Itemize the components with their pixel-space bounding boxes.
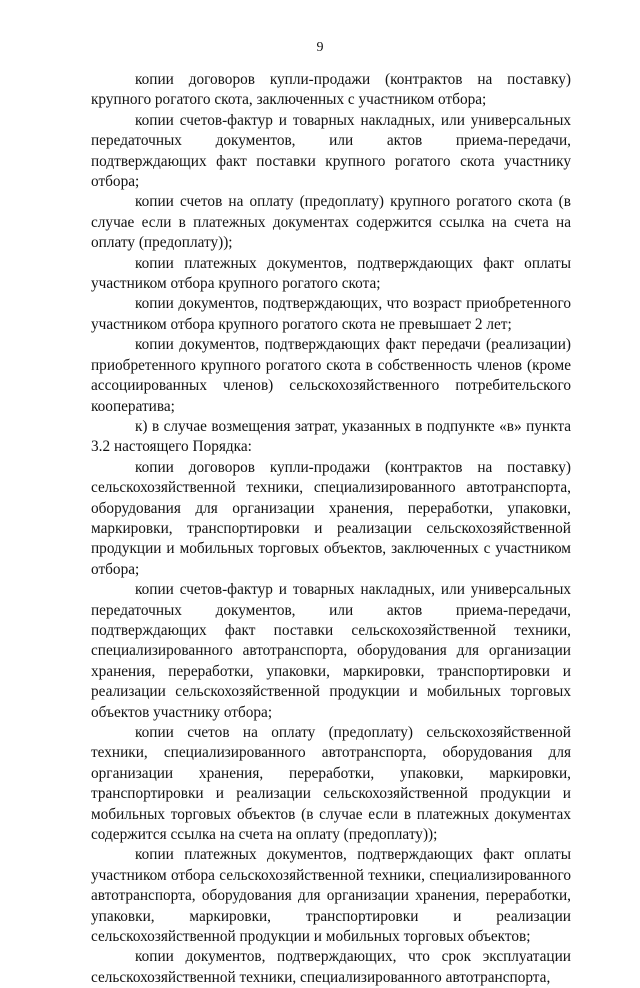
paragraph: копии документов, подтверждающих, что срок эксплуатации сельскохозяйственной техники, специализированного автотранспорта, — [91, 948, 571, 986]
paragraph: копии документов, подтверждающих факт передачи (реализации) приобретенного крупного рогатого скота в собственность членов (кроме ассоциированных членов) сельскохозяйственного потребительского кооператива; — [91, 336, 571, 415]
document-body — [91, 70, 571, 988]
paragraph: копии документов, подтверждающих, что возраст приобретенного участником отбора крупного рогатого скота не превышает 2 лет; — [91, 295, 571, 333]
paragraph: копии платежных документов, подтверждающих факт оплаты участником отбора сельскохозяйственной техники, специализированного автотранспорта, оборудования для организации хранения, переработки, упаковки, маркировки, транспортировки и реализации сельскохозяйственной продукции и мобильных торговых объектов; — [91, 846, 571, 946]
paragraph: к) в случае возмещения затрат, указанных в подпункте «в» пункта 3.2 настоящего Порядка: — [91, 417, 571, 456]
paragraph: копии платежных документов, подтверждающих факт оплаты участником отбора крупного рогатого скота; — [91, 254, 571, 293]
paragraph: копии счетов-фактур и товарных накладных, или универсальных передаточных документов, или актов приема-передачи, подтверждающих факт поставки крупного рогатого скота участнику отбора; — [91, 111, 571, 191]
paragraph: копии счетов на оплату (предоплату) крупного рогатого скота (в случае если в платежных документах содержится ссылка на счета на оплату (предоплату)); — [91, 193, 571, 252]
paragraph: копии счетов на оплату (предоплату) сельскохозяйственной техники, специализированного автотранспорта, оборудования для организации хранения, переработки, упаковки, маркировки, транспортировки и реализации сельскохозяйственной продукции и мобильных торговых объектов (в случае если в платежных документах содержится ссылка на счета на оплату (предоплату)); — [91, 724, 571, 844]
paragraph: копии счетов-фактур и товарных накладных, или универсальных передаточных документов, или актов приема-передачи, подтверждающих факт поставки сельскохозяйственной техники, специализированного автотранспорта, оборудования для организации хранения, переработки, упаковки, маркировки, транспортировки и реализации сельскохозяйственной продукции и мобильных торговых объектов участнику отбора; — [91, 581, 571, 721]
page-number: 9 — [316, 40, 324, 55]
paragraph: копии договоров купли-продажи (контрактов на поставку) сельскохозяйственной техники, специализированного автотранспорта, оборудования для организации хранения, переработки, упаковки, маркировки, транспортировки и реализации сельскохозяйственной продукции и мобильных торговых объектов, заключенных с участником отбора; — [91, 458, 571, 578]
paragraph: копии договоров купли-продажи (контрактов на поставку) крупного рогатого скота, заключенных с участником отбора; — [91, 71, 571, 109]
